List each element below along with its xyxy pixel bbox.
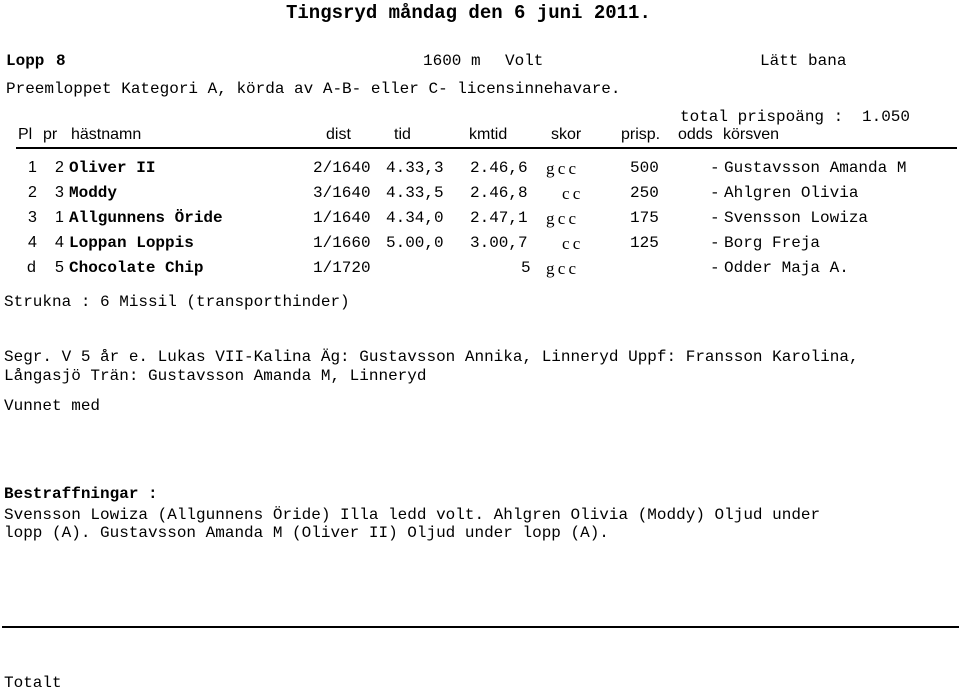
penalties-heading: Bestraffningar : [4, 485, 158, 503]
row-dist: 1/1640 [313, 209, 371, 227]
row-time: 4.33,5 [386, 184, 444, 202]
row-placement: 4 [28, 234, 37, 251]
row-prize: 175 [630, 209, 659, 227]
col-kmtid: kmtid [469, 126, 508, 143]
row-shoes: g c c [546, 259, 577, 278]
row-horse-name: Moddy [69, 184, 118, 202]
row-placement: 3 [28, 209, 37, 226]
track-condition: Lätt bana [760, 52, 847, 70]
col-prisp: prisp. [621, 126, 661, 143]
row-post: 1 [55, 209, 64, 226]
scratched-info: Strukna : 6 Missil (transporthinder) [4, 293, 350, 311]
row-placement: 2 [28, 184, 37, 201]
row-prize: 250 [630, 184, 659, 202]
row-driver: Borg Freja [724, 234, 821, 252]
row-odds: - [710, 159, 720, 177]
col-tid: tid [394, 126, 411, 143]
row-horse-name: Loppan Loppis [69, 234, 194, 252]
col-name: hästnamn [71, 126, 142, 143]
col-dist: dist [326, 126, 351, 143]
penalties-line-1: Svensson Lowiza (Allgunnens Öride) Illa ledd volt. Ahlgren Olivia (Moddy) Oljud under [4, 506, 821, 524]
row-driver: Ahlgren Olivia [724, 184, 859, 202]
row-time: 4.33,3 [386, 159, 444, 177]
row-dist: 1/1660 [313, 234, 371, 252]
page-title: Tingsryd måndag den 6 juni 2011. [286, 2, 651, 24]
row-prize: 500 [630, 159, 659, 177]
winner-info-line-2: Långasjö Trän: Gustavsson Amanda M, Linneryd [4, 367, 427, 385]
row-placement: d [27, 259, 36, 276]
row-odds: - [710, 234, 720, 252]
row-post: 3 [55, 184, 64, 201]
row-driver: Odder Maja A. [724, 259, 849, 277]
won-with-label: Vunnet med [4, 397, 101, 415]
row-dist: 3/1640 [313, 184, 371, 202]
total-label: Totalt [4, 674, 62, 692]
header-divider [16, 147, 957, 149]
penalties-line-2: lopp (A). Gustavsson Amanda M (Oliver II) Oljud under lopp (A). [4, 524, 609, 542]
row-horse-name: Chocolate Chip [69, 259, 204, 277]
row-km-time: 2.46,6 [470, 159, 528, 177]
row-time: 5.00,0 [386, 234, 444, 252]
row-driver: Svensson Lowiza [724, 209, 869, 227]
row-horse-name: Oliver II [69, 159, 156, 177]
row-km-time: 2.47,1 [470, 209, 528, 227]
col-odds: odds [678, 126, 713, 143]
row-driver: Gustavsson Amanda M [724, 159, 907, 177]
row-dist: 2/1640 [313, 159, 371, 177]
col-driver: körsven [723, 126, 780, 143]
row-horse-name: Allgunnens Öride [69, 209, 223, 227]
race-label: Lopp [6, 52, 45, 70]
row-km-time: 3.00,7 [470, 234, 528, 252]
row-shoes: c c [562, 184, 581, 203]
row-km-time: 5 [521, 259, 531, 277]
col-skor: skor [551, 126, 582, 143]
winner-info-line-1: Segr. V 5 år e. Lukas VII-Kalina Äg: Gustavsson Annika, Linneryd Uppf: Fransson Karolina, [4, 348, 859, 366]
col-pl: Pl [18, 126, 33, 143]
col-pr: pr [43, 126, 58, 143]
row-dist: 1/1720 [313, 259, 371, 277]
race-number: 8 [56, 52, 66, 70]
row-placement: 1 [28, 159, 37, 176]
footer-divider [2, 626, 959, 628]
race-start-type: Volt [505, 52, 544, 70]
row-prize: 125 [630, 234, 659, 252]
row-time: 4.34,0 [386, 209, 444, 227]
row-odds: - [710, 259, 720, 277]
row-shoes: g c c [546, 159, 577, 178]
row-post: 2 [55, 159, 64, 176]
row-odds: - [710, 184, 720, 202]
row-km-time: 2.46,8 [470, 184, 528, 202]
row-shoes: g c c [546, 209, 577, 228]
row-post: 4 [55, 234, 64, 251]
total-points-value: 1.050 [862, 108, 911, 126]
row-odds: - [710, 209, 720, 227]
row-post: 5 [55, 259, 64, 276]
total-points-label: total prispoäng : [680, 108, 844, 126]
row-shoes: c c [562, 234, 581, 253]
race-distance: 1600 m [423, 52, 481, 70]
race-description: Preemloppet Kategori A, körda av A-B- eller C- licensinnehavare. [6, 80, 621, 98]
